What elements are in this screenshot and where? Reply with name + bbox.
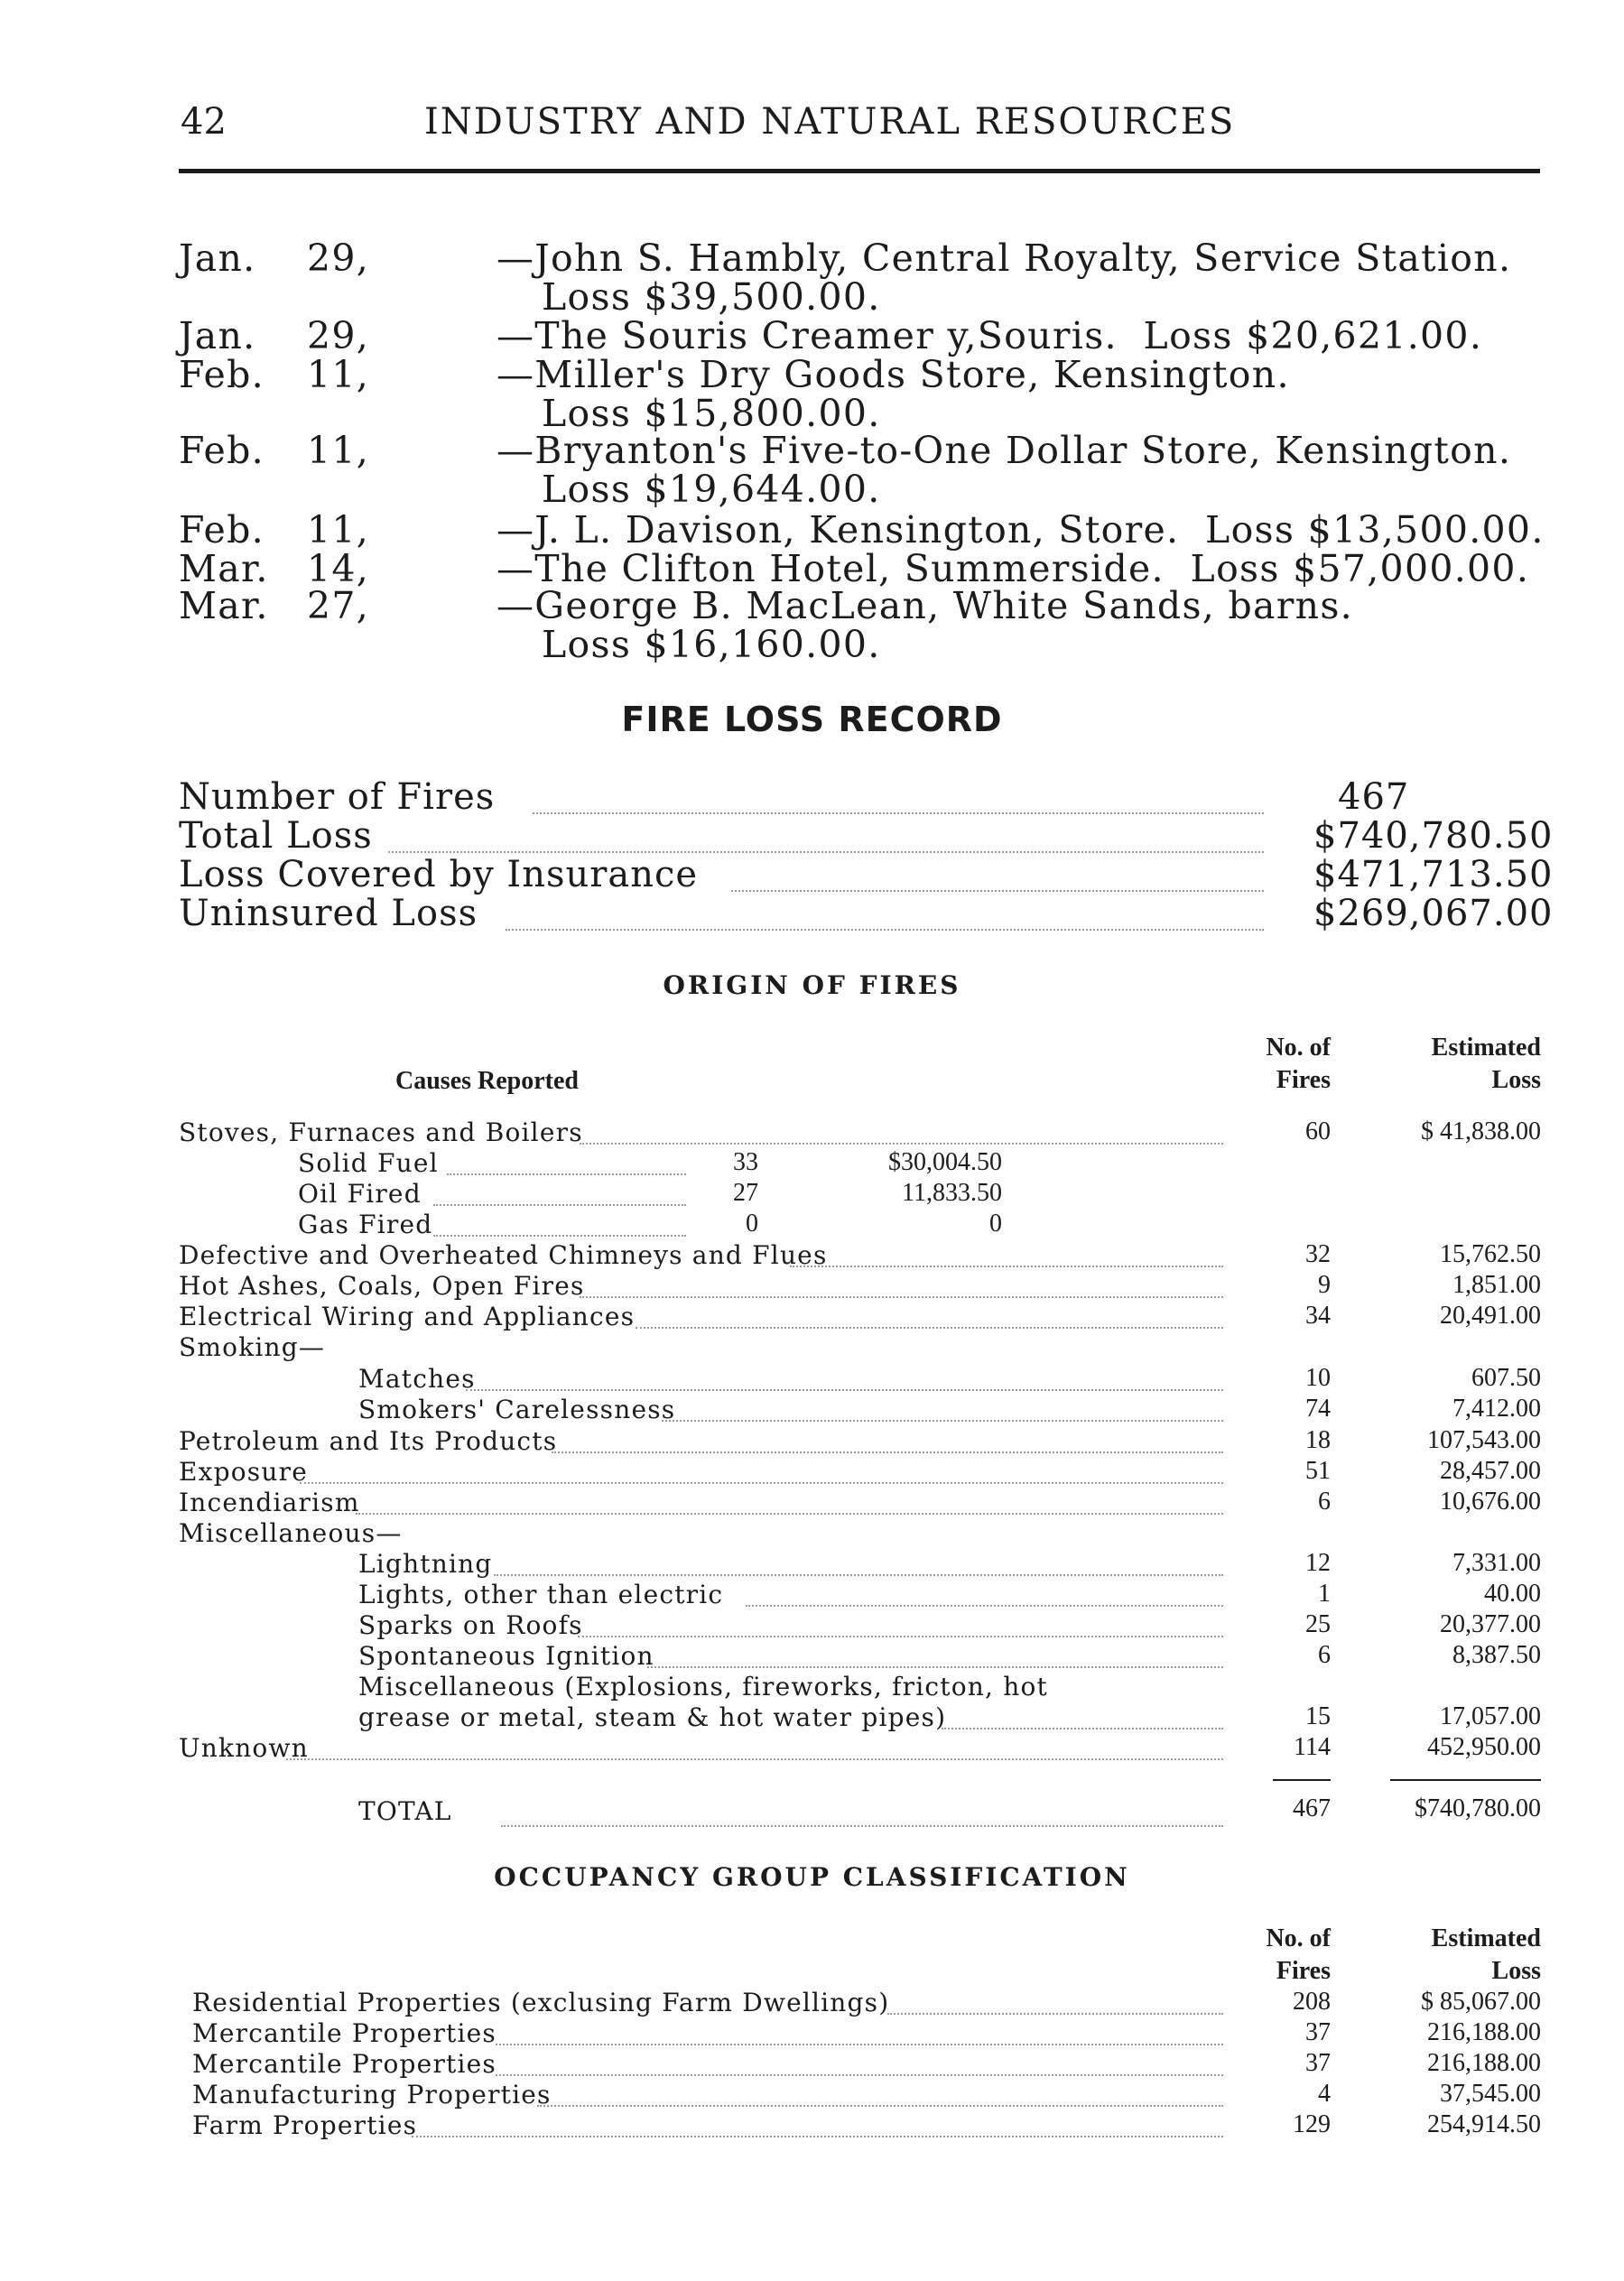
sub-loss-value: $30,004.50 (888, 1148, 1002, 1176)
summary-value: $269,067.00 (1313, 893, 1554, 934)
log-day: 27, (307, 584, 370, 627)
loss-value: 254,914.50 (1427, 2110, 1541, 2138)
header-rule (179, 169, 1540, 173)
log-loss: Loss $15,800.00. (542, 392, 881, 435)
loss-sum-rule (1390, 1779, 1541, 1781)
dot-leader (501, 1825, 1223, 1827)
dot-leader (731, 890, 1264, 892)
cause-label: Petroleum and Its Products (179, 1426, 558, 1456)
log-month: Feb. (179, 508, 264, 552)
fires-count: 1 (1318, 1580, 1331, 1608)
cause-label: Electrical Wiring and Appliances (179, 1302, 636, 1331)
summary-label: Number of Fires (179, 776, 496, 818)
loss-value: $ 85,067.00 (1421, 1988, 1541, 2016)
loss-value: 607.50 (1471, 1364, 1541, 1392)
log-month: Jan. (179, 236, 256, 280)
fires-count: 208 (1293, 1988, 1331, 2016)
loss-value: 107,543.00 (1427, 1426, 1541, 1454)
dot-leader (647, 1666, 1223, 1668)
dot-leader (506, 929, 1264, 931)
dot-leader (533, 812, 1264, 814)
fires-count: 74 (1305, 1395, 1331, 1423)
summary-value: $471,713.50 (1313, 854, 1554, 895)
loss-header-line: Loss (1491, 1066, 1541, 1094)
dot-leader (537, 2105, 1223, 2107)
loss-column-header (1432, 1032, 1541, 1097)
sub-fires-count: 27 (733, 1179, 758, 1207)
log-month: Mar. (179, 547, 269, 590)
cause-label: Miscellaneous— (179, 1518, 403, 1548)
cause-label: Miscellaneous (Explosions, fireworks, fricton, hot (358, 1672, 1048, 1701)
fires-header-line: Fires (1276, 1957, 1331, 1985)
dot-leader (388, 851, 1264, 853)
dot-leader (447, 1173, 686, 1175)
cause-label: Lightning (358, 1549, 493, 1579)
occupancy-label: Mercantile Properties (192, 2049, 496, 2079)
cause-label: Solid Fuel (298, 1148, 439, 1178)
loss-value: $ 41,838.00 (1421, 1117, 1541, 1145)
loss-value: 7,331.00 (1452, 1549, 1541, 1577)
dot-leader (433, 1235, 686, 1237)
fires-count: 129 (1293, 2110, 1331, 2138)
fires-count: 37 (1305, 2018, 1331, 2046)
cause-label: Gas Fired (298, 1210, 433, 1239)
dot-leader (636, 1327, 1223, 1329)
total-fires: 467 (1293, 1794, 1331, 1822)
log-description: —The Clifton Hotel, Summerside. Loss $57,000.00. (496, 547, 1530, 590)
cause-label: Exposure (179, 1457, 308, 1487)
fires-count: 9 (1318, 1271, 1331, 1299)
cause-label: grease or metal, steam & hot water pipes) (358, 1702, 947, 1732)
occupancy-label: Manufacturing Properties (192, 2080, 552, 2109)
log-description: —Miller's Dry Goods Store, Kensington. (496, 353, 1290, 396)
fires-count: 114 (1294, 1733, 1331, 1761)
dot-leader (578, 1636, 1223, 1637)
dot-leader (790, 1266, 1223, 1267)
summary-label: Total Loss (179, 815, 373, 857)
loss-value: 452,950.00 (1427, 1733, 1541, 1761)
loss-value: 1,851.00 (1452, 1271, 1541, 1299)
fires-count: 32 (1305, 1240, 1331, 1268)
cause-label: Smoking— (179, 1332, 326, 1362)
summary-value: 467 (1338, 776, 1410, 818)
dot-leader (412, 2136, 1223, 2137)
loss-value: 7,412.00 (1452, 1395, 1541, 1423)
summary-label: Uninsured Loss (179, 893, 478, 934)
log-description: —John S. Hambly, Central Royalty, Service Station. (496, 236, 1512, 280)
occupancy-label: Farm Properties (192, 2110, 418, 2140)
fires-column-header (1266, 1032, 1331, 1097)
total-loss: $740,780.00 (1415, 1794, 1541, 1822)
log-month: Feb. (179, 353, 264, 396)
dot-leader (746, 1605, 1223, 1607)
log-month: Jan. (179, 314, 256, 357)
loss-value: 20,377.00 (1440, 1610, 1541, 1638)
log-loss: Loss $16,160.00. (542, 623, 881, 666)
fires-count: 6 (1318, 1488, 1331, 1516)
log-loss: Loss $19,644.00. (542, 468, 881, 511)
log-day: 11, (307, 429, 370, 472)
loss-header-line: Estimated (1431, 1034, 1541, 1062)
dot-leader (942, 1728, 1223, 1729)
loss-value: 10,676.00 (1440, 1488, 1541, 1516)
log-day: 29, (307, 236, 370, 280)
log-description: —Bryanton's Five-to-One Dollar Store, Kensington. (496, 429, 1512, 472)
sub-fires-count: 0 (746, 1210, 758, 1238)
dot-leader (580, 1143, 1223, 1145)
fires-count: 18 (1305, 1426, 1331, 1454)
dot-leader (580, 1296, 1223, 1298)
loss-value: 216,188.00 (1427, 2018, 1541, 2046)
occupancy-heading: OCCUPANCY GROUP CLASSIFICATION (494, 1862, 1130, 1892)
sub-fires-count: 33 (733, 1148, 758, 1176)
log-day: 14, (307, 547, 370, 590)
loss-value: 8,387.50 (1452, 1641, 1541, 1669)
log-description: —The Souris Creamer y,Souris. Loss $20,621.00. (496, 314, 1483, 357)
dot-leader (433, 1204, 686, 1206)
fires-count: 25 (1305, 1610, 1331, 1638)
loss-value: 40.00 (1484, 1580, 1541, 1608)
fires-count: 15 (1305, 1702, 1331, 1730)
loss-value: 17,057.00 (1440, 1702, 1541, 1730)
occupancy-loss-column-header (1432, 1923, 1541, 1988)
cause-label: Hot Ashes, Coals, Open Fires (179, 1271, 585, 1301)
dot-leader (466, 1389, 1223, 1391)
loss-value: 20,491.00 (1440, 1302, 1541, 1330)
origin-of-fires-heading: ORIGIN OF FIRES (663, 970, 961, 1000)
loss-value: 216,188.00 (1427, 2049, 1541, 2077)
fires-header-line: No. of (1266, 1924, 1331, 1952)
fires-count: 51 (1305, 1457, 1331, 1485)
total-label: TOTAL (358, 1796, 452, 1826)
dot-leader (286, 1758, 1223, 1760)
causes-column-header: Causes Reported (395, 1067, 579, 1095)
fires-count: 4 (1318, 2080, 1331, 2108)
sub-loss-value: 0 (989, 1210, 1002, 1238)
fires-count: 6 (1318, 1641, 1331, 1669)
dot-leader (662, 1420, 1223, 1422)
fires-count: 10 (1305, 1364, 1331, 1392)
fires-header-line: Fires (1276, 1066, 1331, 1094)
occupancy-label: Residential Properties (exclusing Farm Dwellings) (192, 1988, 890, 2017)
log-month: Feb. (179, 429, 264, 472)
loss-header-line: Loss (1491, 1957, 1541, 1985)
cause-label: Stoves, Furnaces and Boilers (179, 1117, 583, 1147)
loss-value: 15,762.50 (1440, 1240, 1541, 1268)
log-month: Mar. (179, 584, 269, 627)
dot-leader (496, 2044, 1223, 2045)
log-description: —J. L. Davison, Kensington, Store. Loss $13,500.00. (496, 508, 1545, 552)
log-loss: Loss $39,500.00. (542, 275, 881, 319)
fire-loss-record-heading: FIRE LOSS RECORD (621, 700, 1003, 739)
log-day: 29, (307, 314, 370, 357)
occupancy-label: Mercantile Properties (192, 2018, 496, 2048)
loss-value: 37,545.00 (1440, 2080, 1541, 2108)
dot-leader (552, 1451, 1223, 1453)
summary-value: $740,780.50 (1313, 815, 1554, 857)
page-number: 42 (181, 101, 227, 143)
cause-label: Oil Fired (298, 1179, 422, 1209)
cause-label: Lights, other than electric (358, 1580, 724, 1609)
occupancy-fires-column-header (1266, 1923, 1331, 1988)
summary-label: Loss Covered by Insurance (179, 854, 699, 895)
fires-count: 60 (1305, 1117, 1331, 1145)
log-day: 11, (307, 353, 370, 396)
fires-count: 12 (1305, 1549, 1331, 1577)
dot-leader (887, 2013, 1223, 2015)
cause-label: Incendiarism (179, 1488, 360, 1517)
log-day: 11, (307, 508, 370, 552)
fires-count: 37 (1305, 2049, 1331, 2077)
fires-count: 34 (1305, 1302, 1331, 1330)
dot-leader (300, 1482, 1223, 1484)
cause-label: Defective and Overheated Chimneys and Flues (179, 1240, 828, 1270)
fires-sum-rule (1273, 1779, 1331, 1781)
cause-label: Smokers' Carelessness (358, 1395, 676, 1424)
cause-label: Unknown (179, 1733, 309, 1763)
sub-loss-value: 11,833.50 (902, 1179, 1002, 1207)
running-title: INDUSTRY AND NATURAL RESOURCES (424, 101, 1236, 143)
cause-label: Sparks on Roofs (358, 1610, 583, 1640)
loss-value: 28,457.00 (1440, 1457, 1541, 1485)
dot-leader (494, 1574, 1223, 1576)
log-description: —George B. MacLean, White Sands, barns. (496, 584, 1354, 627)
dot-leader (356, 1513, 1223, 1515)
cause-label: Spontaneous Ignition (358, 1641, 654, 1671)
fires-header-line: No. of (1266, 1034, 1331, 1062)
loss-header-line: Estimated (1431, 1924, 1541, 1952)
dot-leader (496, 2074, 1223, 2076)
cause-label: Matches (358, 1364, 476, 1394)
